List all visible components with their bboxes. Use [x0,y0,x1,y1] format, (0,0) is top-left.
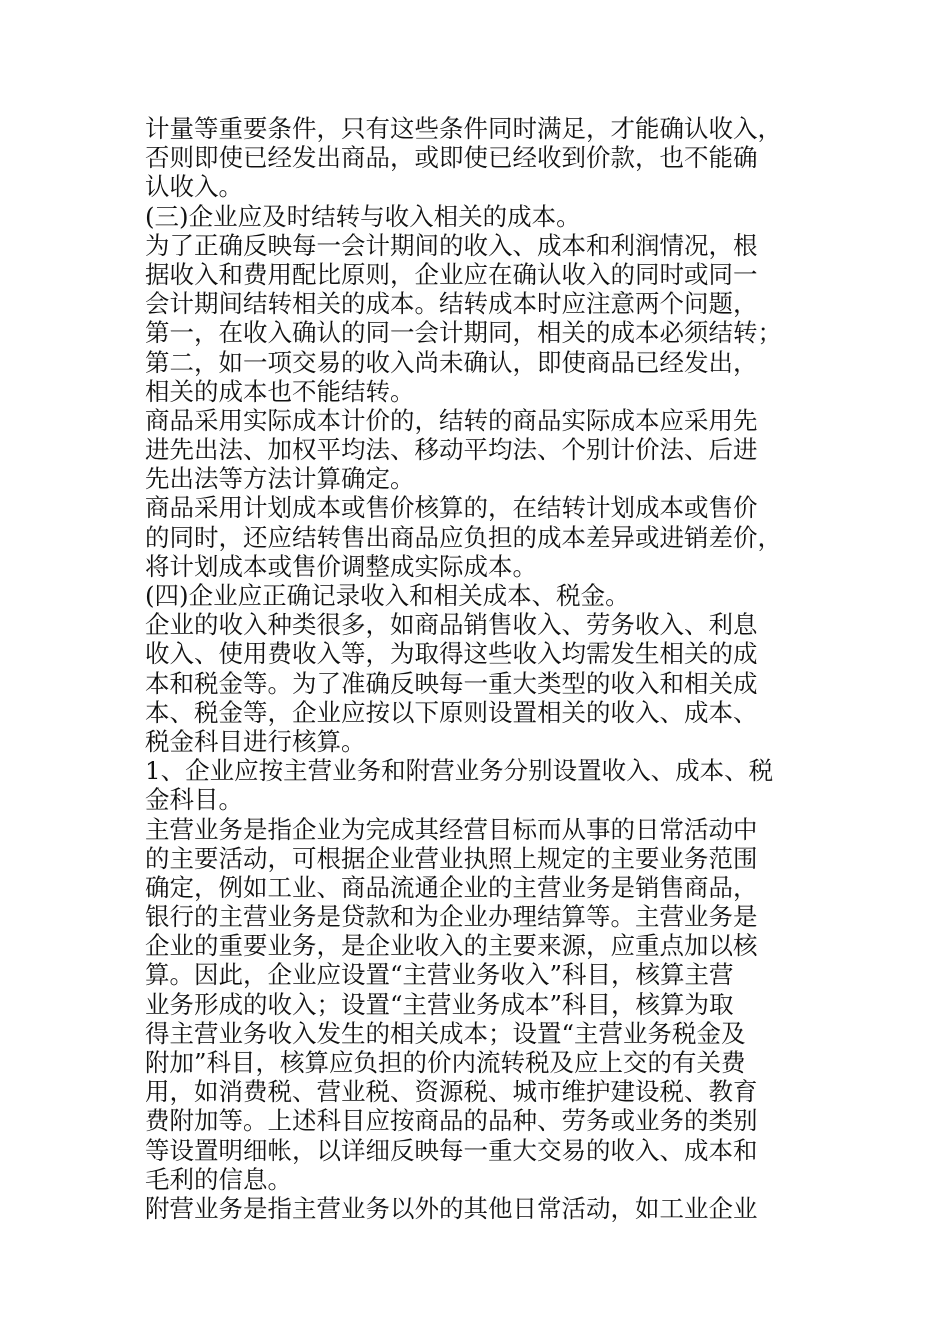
text-line: 确定，例如工业、商品流通企业的主营业务是销售商品， [145,872,758,902]
text-line: 算。因此，企业应设置“主营业务收入”科目，核算主营 [145,960,734,990]
text-line: 主营业务是指企业为完成其经营目标而从事的日常活动中 [145,814,758,844]
text-line: 金科目。 [145,785,243,815]
text-line: 会计期间结转相关的成本。结转成本时应注意两个问题， [145,289,758,319]
text-line: 据收入和费用配比原则，企业应在确认收入的同时或同一 [145,259,758,289]
text-line: 附营业务是指主营业务以外的其他日常活动，如工业企业 [145,1193,758,1223]
text-line: 附加”科目，核算应负担的价内流转税及应上交的有关费 [145,1048,746,1077]
text-line: 相关的成本也不能结转。 [145,376,415,406]
document-body [145,114,805,1223]
text-line: 的主要活动，可根据企业营业执照上规定的主要业务范围 [145,843,758,873]
text-line: 等设置明细帐，以详细反映每一重大交易的收入、成本和 [145,1135,758,1165]
text-line: 本、税金等，企业应按以下原则设置相关的收入、成本、 [145,697,758,727]
text-line: 进先出法、加权平均法、移动平均法、个别计价法、后进 [145,435,758,465]
text-line: 用，如消费税、营业税、资源税、城市维护建设税、教育 [145,1077,758,1107]
text-line: 第一，在收入确认的同一会计期同，相关的成本必须结转； [145,318,782,348]
text-line: 费附加等。上述科目应按商品的品种、劳务或业务的类别 [145,1106,758,1136]
numbered-item: 1、企业应按主营业务和附营业务分别设置收入、成本、税 [145,756,774,786]
text-line: 商品采用计划成本或售价核算的，在结转计划成本或售价 [145,493,758,523]
text-line: 否则即使已经发出商品，或即使已经收到价款，也不能确 [145,143,758,173]
section-heading: (四)企业应正确记录收入和相关成本、税金。 [145,581,630,610]
text-line: 得主营业务收入发生的相关成本；设置“主营业务税金及 [145,1018,746,1048]
text-line: 的同时，还应结转售出商品应负担的成本差异或进销差价， [145,522,782,552]
text-line: 税金科目进行核算。 [145,726,366,756]
text-line: 先出法等方法计算确定。 [145,464,415,494]
section-heading: (三)企业应及时结转与收入相关的成本。 [145,201,581,231]
text-line: 本和税金等。为了准确反映每一重大类型的收入和相关成 [145,668,758,698]
text-line: 为了正确反映每一会计期间的收入、成本和利润情况，根 [145,230,758,260]
text-line: 将计划成本或售价调整成实际成本。 [145,551,537,581]
text-line: 业务形成的收入；设置“主营业务成本”科目，核算为取 [145,989,734,1019]
text-line: 商品采用实际成本计价的，结转的商品实际成本应采用先 [145,405,758,435]
text-line: 第二，如一项交易的收入尚未确认，即使商品已经发出， [145,347,758,377]
text-line: 认收入。 [145,172,243,202]
text-line: 企业的重要业务，是企业收入的主要来源，应重点加以核 [145,931,758,961]
text-line: 银行的主营业务是贷款和为企业办理结算等。主营业务是 [145,902,758,932]
text-line: 毛利的信息。 [145,1164,292,1194]
text-line: 企业的收入种类很多，如商品销售收入、劳务收入、利息 [145,610,758,640]
text-line: 收入、使用费收入等，为取得这些收入均需发生相关的成 [145,639,758,669]
text-line: 计量等重要条件，只有这些条件同时满足，才能确认收入， [145,114,782,143]
